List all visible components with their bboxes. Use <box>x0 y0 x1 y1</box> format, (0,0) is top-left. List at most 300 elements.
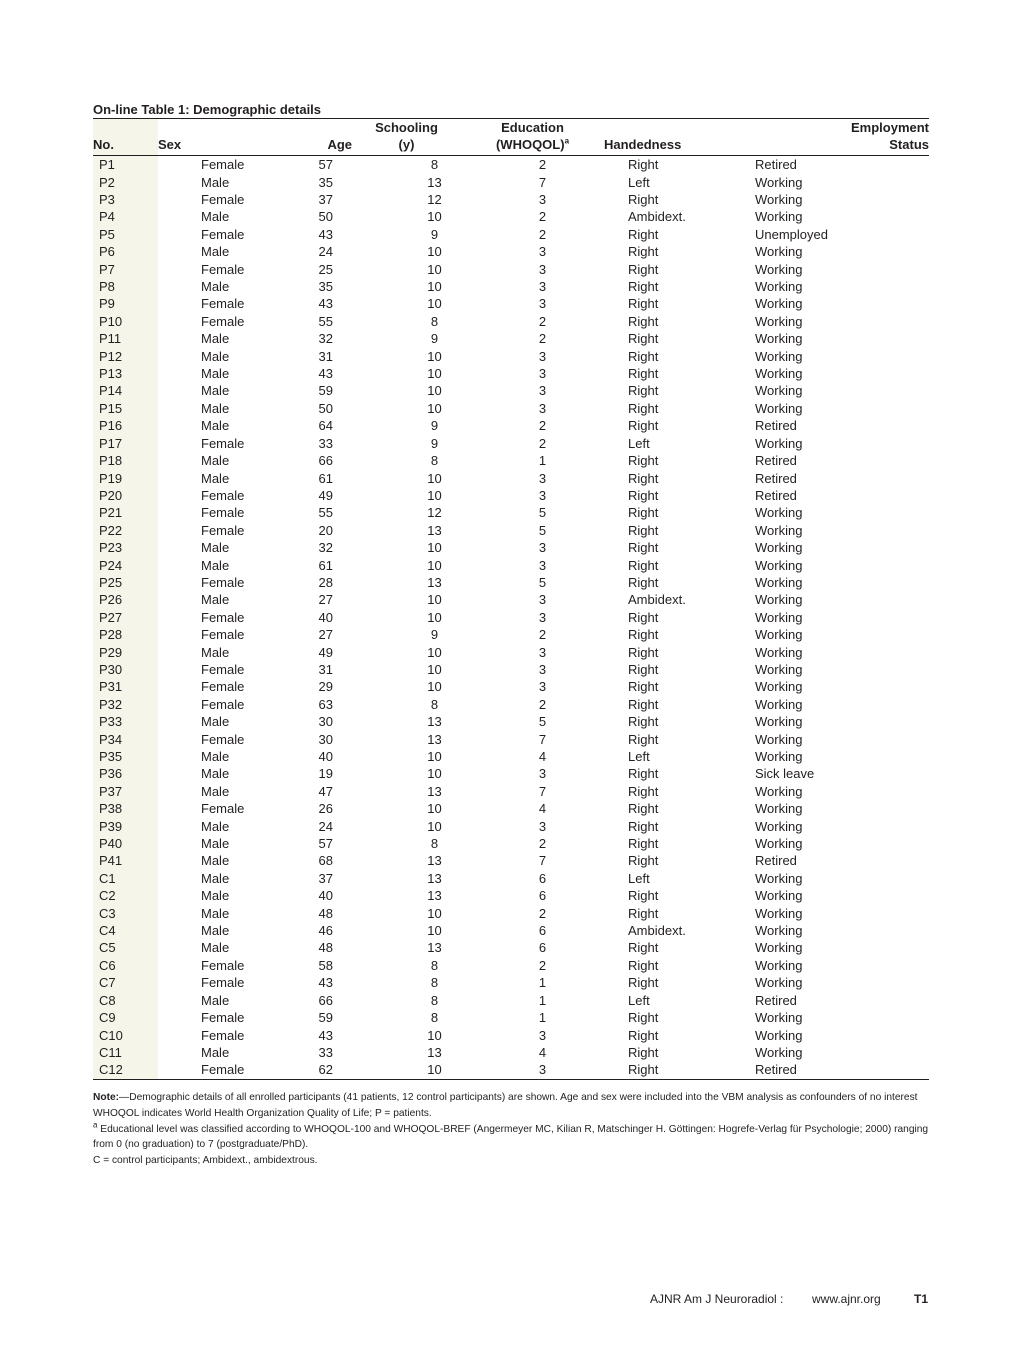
cell-employment: Working <box>755 557 803 573</box>
cell-no: P3 <box>93 191 158 208</box>
cell-employment: Working <box>755 609 803 625</box>
cell-age: 26 <box>318 801 333 817</box>
header-handedness-top <box>604 119 752 137</box>
cell-schooling: 9 <box>430 418 439 434</box>
cell-sex: Male <box>201 783 230 799</box>
cell-employment: Working <box>755 731 803 747</box>
cell-employment: Working <box>755 1010 803 1026</box>
cell-handedness: Left <box>628 992 650 1008</box>
table-row <box>93 313 929 330</box>
cell-schooling: 10 <box>427 244 442 260</box>
cell-education: 3 <box>538 400 547 416</box>
cell-age: 27 <box>318 592 333 608</box>
cell-schooling: 8 <box>430 992 439 1008</box>
cell-sex: Female <box>201 296 245 312</box>
cell-no: P39 <box>93 817 158 834</box>
table-row <box>93 452 929 469</box>
cell-no: P16 <box>93 417 158 434</box>
cell-employment: Retired <box>755 853 797 869</box>
cell-no: P38 <box>93 800 158 817</box>
cell-schooling: 10 <box>427 261 442 277</box>
cell-handedness: Right <box>628 313 659 329</box>
cell-no: P28 <box>93 626 158 643</box>
cell-handedness: Right <box>628 366 659 382</box>
cell-handedness: Right <box>628 522 659 538</box>
header-schooling: (y) <box>352 136 461 156</box>
table-row <box>93 365 929 382</box>
cell-education: 3 <box>538 592 547 608</box>
cell-employment: Working <box>755 1027 803 1043</box>
cell-sex: Male <box>201 644 230 660</box>
cell-education: 3 <box>538 279 547 295</box>
cell-schooling: 10 <box>427 470 442 486</box>
cell-sex: Male <box>201 818 230 834</box>
cell-employment: Working <box>755 366 803 382</box>
cell-handedness: Right <box>628 470 659 486</box>
header-employment: Status <box>752 136 929 156</box>
cell-schooling: 13 <box>427 1044 442 1060</box>
cell-no: P29 <box>93 643 158 660</box>
cell-schooling: 8 <box>430 453 439 469</box>
cell-age: 28 <box>318 574 333 590</box>
cell-schooling: 10 <box>427 279 442 295</box>
cell-employment: Working <box>755 1044 803 1060</box>
cell-age: 48 <box>318 940 333 956</box>
cell-handedness: Right <box>628 418 659 434</box>
cell-age: 19 <box>318 766 333 782</box>
cell-schooling: 10 <box>427 487 442 503</box>
cell-handedness: Right <box>628 661 659 677</box>
cell-no: P40 <box>93 835 158 852</box>
cell-no: P2 <box>93 173 158 190</box>
cell-handedness: Right <box>628 192 659 208</box>
cell-no: C3 <box>93 904 158 921</box>
journal-name: AJNR Am J Neuroradiol : <box>650 1292 784 1306</box>
cell-schooling: 13 <box>427 731 442 747</box>
cell-education: 1 <box>538 1010 547 1026</box>
note-paragraph <box>93 1090 933 1106</box>
cell-handedness: Right <box>628 679 659 695</box>
cell-sex: Male <box>201 836 230 852</box>
cell-schooling: 8 <box>430 975 439 991</box>
cell-no: C7 <box>93 974 158 991</box>
cell-employment: Working <box>755 331 803 347</box>
cell-handedness: Ambidext. <box>628 592 686 608</box>
cell-handedness: Ambidext. <box>628 209 686 225</box>
cell-age: 66 <box>318 992 333 1008</box>
cell-employment: Working <box>755 279 803 295</box>
header-education <box>461 136 604 156</box>
cell-handedness: Right <box>628 783 659 799</box>
cell-handedness: Right <box>628 261 659 277</box>
cell-handedness: Right <box>628 801 659 817</box>
cell-age: 20 <box>318 522 333 538</box>
cell-age: 30 <box>318 714 333 730</box>
table-row <box>93 191 929 208</box>
cell-education: 5 <box>538 522 547 538</box>
cell-schooling: 10 <box>427 296 442 312</box>
cell-age: 27 <box>318 627 333 643</box>
note-text: —Demographic details of all enrolled participants (41 patients, 12 control participants) are shown. Age and sex were included into the VBM analysis as confounders of no interest <box>119 1092 918 1103</box>
cell-sex: Female <box>201 226 245 242</box>
cell-education: 2 <box>538 418 547 434</box>
cell-education: 7 <box>538 731 547 747</box>
cell-age: 57 <box>318 836 333 852</box>
cell-no: P5 <box>93 226 158 243</box>
cell-age: 43 <box>318 366 333 382</box>
cell-no: P6 <box>93 243 158 260</box>
cell-employment: Working <box>755 400 803 416</box>
cell-sex: Male <box>201 279 230 295</box>
cell-employment: Working <box>755 783 803 799</box>
table-notes <box>93 1090 933 1169</box>
table-row <box>93 800 929 817</box>
cell-age: 25 <box>318 261 333 277</box>
cell-handedness: Right <box>628 453 659 469</box>
cell-schooling: 12 <box>427 192 442 208</box>
cell-schooling: 8 <box>430 313 439 329</box>
cell-schooling: 10 <box>427 592 442 608</box>
cell-no: C6 <box>93 957 158 974</box>
cell-sex: Female <box>201 505 245 521</box>
journal-url: www.ajnr.org <box>812 1292 881 1306</box>
cell-schooling: 10 <box>427 923 442 939</box>
cell-sex: Male <box>201 244 230 260</box>
cell-education: 2 <box>538 627 547 643</box>
footnote-a <box>93 1122 933 1154</box>
cell-education: 2 <box>538 957 547 973</box>
cell-schooling: 8 <box>430 157 439 173</box>
cell-age: 33 <box>318 435 333 451</box>
cell-employment: Working <box>755 296 803 312</box>
cell-sex: Female <box>158 1061 283 1079</box>
table-row <box>93 556 929 573</box>
cell-education: 4 <box>538 1044 547 1060</box>
cell-sex: Male <box>201 383 230 399</box>
cell-handedness: Right <box>628 557 659 573</box>
cell-age: 40 <box>318 749 333 765</box>
table-row <box>93 696 929 713</box>
cell-handedness: Right <box>628 400 659 416</box>
cell-schooling: 10 <box>427 609 442 625</box>
cell-sex: Male <box>201 905 230 921</box>
cell-employment: Working <box>755 696 803 712</box>
cell-employment: Working <box>755 348 803 364</box>
table-row <box>93 661 929 678</box>
table-row <box>93 469 929 486</box>
cell-handedness: Right <box>628 696 659 712</box>
cell-education: 3 <box>538 1027 547 1043</box>
cell-age: 43 <box>318 296 333 312</box>
cell-sex: Male <box>201 331 230 347</box>
cell-handedness: Left <box>628 749 650 765</box>
table-row <box>93 939 929 956</box>
cell-education: 3 <box>538 470 547 486</box>
cell-sex: Female <box>201 975 245 991</box>
cell-handedness: Left <box>628 870 650 886</box>
cell-schooling: 13 <box>427 853 442 869</box>
cell-handedness: Right <box>628 574 659 590</box>
page-number: T1 <box>914 1292 929 1306</box>
cell-education: 3 <box>538 661 547 677</box>
cell-handedness: Right <box>628 627 659 643</box>
cell-no: P35 <box>93 748 158 765</box>
cell-no: P22 <box>93 522 158 539</box>
cell-sex: Male <box>201 923 230 939</box>
table-row <box>93 173 929 190</box>
cell-education: 3 <box>461 1061 604 1079</box>
table-row <box>93 713 929 730</box>
cell-handedness: Right <box>628 888 659 904</box>
cell-age: 63 <box>318 696 333 712</box>
cell-age: 31 <box>318 348 333 364</box>
cell-schooling: 9 <box>430 435 439 451</box>
cell-no: P17 <box>93 435 158 452</box>
cell-handedness: Right <box>628 975 659 991</box>
header-row-top <box>93 119 929 137</box>
cell-employment: Retired <box>755 418 797 434</box>
cell-no: C1 <box>93 870 158 887</box>
header-row-bottom <box>93 136 929 156</box>
cell-age: 66 <box>318 453 333 469</box>
cell-schooling: 10 <box>427 383 442 399</box>
cell-employment: Working <box>755 714 803 730</box>
cell-schooling: 10 <box>427 818 442 834</box>
header-education-top: Education <box>461 119 604 137</box>
cell-handedness: Right <box>628 244 659 260</box>
cell-handedness: Ambidext. <box>628 923 686 939</box>
cell-schooling: 10 <box>427 749 442 765</box>
cell-education: 3 <box>538 557 547 573</box>
cell-education: 3 <box>538 766 547 782</box>
cell-education: 6 <box>538 870 547 886</box>
table-row <box>93 260 929 277</box>
cell-education: 2 <box>538 696 547 712</box>
header-education-label: (WHOQOL) <box>495 137 565 152</box>
cell-schooling: 13 <box>427 940 442 956</box>
cell-sex: Female <box>201 1027 245 1043</box>
cell-no: P1 <box>93 156 158 174</box>
cell-age: 29 <box>318 679 333 695</box>
cell-employment: Working <box>755 383 803 399</box>
cell-handedness: Right <box>628 957 659 973</box>
cell-age: 43 <box>318 226 333 242</box>
cell-age: 50 <box>318 400 333 416</box>
table-row <box>93 208 929 225</box>
cell-sex: Male <box>201 174 230 190</box>
cell-sex: Female <box>201 313 245 329</box>
cell-education: 1 <box>538 975 547 991</box>
table-row <box>93 156 929 174</box>
cell-education: 2 <box>538 209 547 225</box>
cell-education: 3 <box>538 348 547 364</box>
table-row <box>93 992 929 1009</box>
cell-sex: Male <box>201 348 230 364</box>
cell-age: 43 <box>318 975 333 991</box>
cell-sex: Male <box>201 592 230 608</box>
cell-no: C8 <box>93 992 158 1009</box>
cell-handedness: Right <box>628 714 659 730</box>
cell-handedness: Right <box>628 383 659 399</box>
table-row <box>93 591 929 608</box>
header-sex: Sex <box>158 136 283 156</box>
cell-no: P41 <box>93 852 158 869</box>
cell-no: C2 <box>93 887 158 904</box>
cell-age: 62 <box>283 1061 352 1079</box>
cell-education: 3 <box>538 244 547 260</box>
cell-handedness: Right <box>628 331 659 347</box>
cell-sex: Female <box>201 522 245 538</box>
cell-no: C4 <box>93 922 158 939</box>
cell-sex: Female <box>201 261 245 277</box>
cell-sex: Male <box>201 1044 230 1060</box>
table-row <box>93 626 929 643</box>
cell-sex: Male <box>201 453 230 469</box>
cell-schooling: 9 <box>430 627 439 643</box>
table-row <box>93 765 929 782</box>
header-age-top <box>283 119 352 137</box>
cell-schooling: 10 <box>352 1061 461 1079</box>
cell-age: 40 <box>318 888 333 904</box>
cell-handedness: Right <box>604 1061 752 1079</box>
cell-age: 50 <box>318 209 333 225</box>
table-row <box>93 330 929 347</box>
cell-no: P18 <box>93 452 158 469</box>
table-row <box>93 783 929 800</box>
cell-no: P20 <box>93 487 158 504</box>
cell-education: 2 <box>538 331 547 347</box>
cell-no: P10 <box>93 313 158 330</box>
cell-age: 49 <box>318 644 333 660</box>
cell-sex: Female <box>201 609 245 625</box>
cell-age: 55 <box>318 505 333 521</box>
table-caption: On-line Table 1: Demographic details <box>93 102 322 117</box>
cell-handedness: Right <box>628 609 659 625</box>
table-row <box>93 870 929 887</box>
cell-sex: Male <box>201 540 230 556</box>
cell-employment: Working <box>755 749 803 765</box>
cell-schooling: 8 <box>430 957 439 973</box>
table-row <box>93 295 929 312</box>
cell-handedness: Right <box>628 540 659 556</box>
cell-sex: Female <box>201 157 245 173</box>
cell-education: 3 <box>538 366 547 382</box>
cell-education: 6 <box>538 923 547 939</box>
cell-education: 2 <box>538 313 547 329</box>
cell-education: 3 <box>538 261 547 277</box>
header-sex-top <box>158 119 283 137</box>
cell-no: P21 <box>93 504 158 521</box>
cell-age: 24 <box>318 244 333 260</box>
cell-schooling: 10 <box>427 366 442 382</box>
cell-schooling: 10 <box>427 348 442 364</box>
cell-age: 35 <box>318 174 333 190</box>
cell-schooling: 10 <box>427 540 442 556</box>
cell-employment: Working <box>755 522 803 538</box>
table-row <box>93 487 929 504</box>
cell-no: P23 <box>93 539 158 556</box>
cell-no: P7 <box>93 260 158 277</box>
cell-age: 24 <box>318 818 333 834</box>
cell-schooling: 8 <box>430 836 439 852</box>
cell-sex: Male <box>201 940 230 956</box>
cell-no: P30 <box>93 661 158 678</box>
cell-no: P27 <box>93 609 158 626</box>
cell-schooling: 10 <box>427 905 442 921</box>
cell-handedness: Right <box>628 940 659 956</box>
header-schooling-top: Schooling <box>352 119 461 137</box>
cell-no: C11 <box>93 1044 158 1061</box>
cell-no: P19 <box>93 469 158 486</box>
cell-no: P26 <box>93 591 158 608</box>
cell-education: 4 <box>538 749 547 765</box>
cell-age: 33 <box>318 1044 333 1060</box>
cell-education: 5 <box>538 714 547 730</box>
footnote-mark: a <box>93 1120 98 1130</box>
cell-no: P25 <box>93 574 158 591</box>
cell-employment: Unemployed <box>755 226 828 242</box>
table-row <box>93 278 929 295</box>
table-row <box>93 226 929 243</box>
cell-handedness: Right <box>628 487 659 503</box>
cell-handedness: Right <box>628 226 659 242</box>
cell-handedness: Right <box>628 766 659 782</box>
table-row <box>93 852 929 869</box>
cell-no: P9 <box>93 295 158 312</box>
cell-employment: Retired <box>755 157 797 173</box>
header-handedness: Handedness <box>604 136 752 156</box>
cell-schooling: 13 <box>427 174 442 190</box>
cell-education: 2 <box>538 435 547 451</box>
cell-sex: Male <box>201 470 230 486</box>
cell-sex: Female <box>201 435 245 451</box>
cell-employment: Working <box>755 888 803 904</box>
cell-no: P36 <box>93 765 158 782</box>
cell-no: P13 <box>93 365 158 382</box>
cell-handedness: Right <box>628 836 659 852</box>
cell-employment: Retired <box>755 487 797 503</box>
cell-employment: Working <box>755 313 803 329</box>
cell-age: 46 <box>318 923 333 939</box>
cell-education: 4 <box>538 801 547 817</box>
cell-education: 5 <box>538 505 547 521</box>
table-row <box>93 904 929 921</box>
table-row <box>93 400 929 417</box>
table-row <box>93 730 929 747</box>
demographics-table <box>93 118 929 1080</box>
cell-employment: Working <box>755 905 803 921</box>
table-row <box>93 835 929 852</box>
cell-sex: Male <box>201 714 230 730</box>
cell-education: 7 <box>538 783 547 799</box>
cell-sex: Female <box>201 661 245 677</box>
cell-sex: Female <box>201 957 245 973</box>
cell-sex: Male <box>201 209 230 225</box>
cell-age: 32 <box>318 540 333 556</box>
cell-employment: Working <box>755 801 803 817</box>
header-no-top <box>93 119 158 137</box>
cell-schooling: 10 <box>427 1027 442 1043</box>
cell-education: 3 <box>538 644 547 660</box>
cell-sex: Female <box>201 487 245 503</box>
cell-schooling: 12 <box>427 505 442 521</box>
cell-employment: Working <box>755 661 803 677</box>
cell-employment: Retired <box>755 470 797 486</box>
cell-handedness: Right <box>628 905 659 921</box>
cell-employment: Retired <box>755 453 797 469</box>
table-row <box>93 1061 929 1079</box>
cell-schooling: 13 <box>427 522 442 538</box>
